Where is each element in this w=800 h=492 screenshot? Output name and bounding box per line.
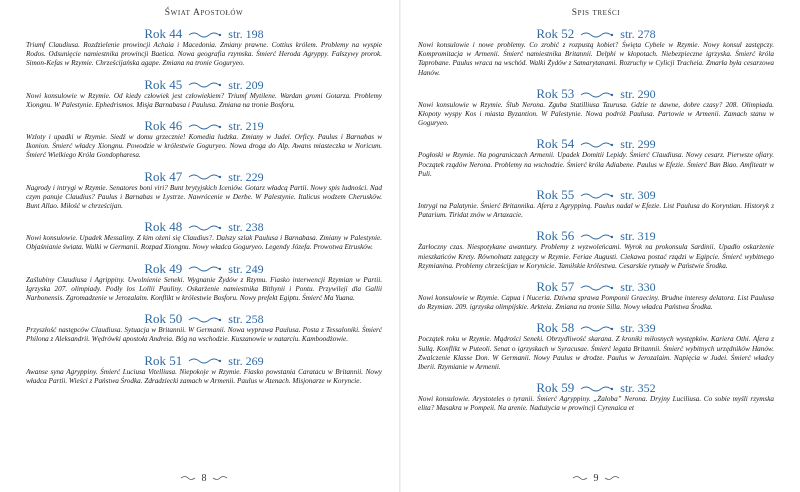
page-reference: str. 229: [228, 169, 264, 184]
page-reference: str. 299: [620, 137, 656, 152]
year-label: Rok 58: [536, 320, 575, 336]
flourish-icon: [580, 87, 614, 102]
toc-entry-description: Nowi konsulowie. Arystoteles o tyranii. Śmierć Agryppiny. „Żaloba” Nerona. Dryjny Luciliusa. Co sobie myśli rzymska elita? Masakra w Pompeii. Na arenie. Nadużycia w prowincji Cyrenaica et: [418, 395, 774, 413]
page-reference: str. 209: [228, 77, 264, 92]
toc-entry: [26, 77, 382, 110]
toc-entry-heading: [418, 380, 774, 395]
toc-entry: [418, 86, 774, 129]
toc-entry-heading: [26, 118, 382, 133]
flourish-icon: [188, 312, 222, 327]
year-label: Rok 59: [536, 380, 575, 396]
toc-entry-description: Nowi konsulowie i nowe problemy. Co zrobić z rozpustą kobiet? Święta Cybele w Rzymie. Nowy konsul zastępczy. Kompromitacja w Armenii. Śmierć namiestnika Britannii. Delphi w kłopotach. Niebezpieczne igrzyska. Śmierć króla Taprobane. Paulus wraca na wschód. Walki Żydów z Samarytanami. Rozruchy w Cylicji Tracheia. Zmarła była cesarzowa Hanów.: [418, 41, 774, 77]
right-page: [418, 0, 774, 492]
toc-entry-description: Zaślubiny Claudiusa i Agrippiny. Uwolnienie Seneki. Wygnanie Żydów z Rzymu. Fiasko interwencji Rzymian w Partii. Igrzyska 207. olimpiady. Podły los Lollii Pauliny. Oskarżenie namiestnika Bithynii i Pontu. Przywileji dla Gallii Narbonensis. Zgromadzenie w Jerozalaim. Konflikt w królestwie Bosforu. Nowy prefekt Egiptu. Śmierć Ma Yuana.: [26, 275, 382, 303]
toc-entry-description: Nowi konsulowie w Rzymie. Od kiedy człowiek jest człowiekiem? Triumf Mytilene. Wardan gromi Gotarza. Problemy Xiongnu. W Palestynie. Ephedrismos. Misja Barnabasa i Paulusa. Zmiana na tronie Bosforu.: [26, 91, 382, 109]
left-folio: [26, 473, 382, 484]
toc-entry-description: Wzloty i upadki w Rzymie. Siedź w domu grzecznie! Komedia ludzka. Zmiany w Judei. Orficy. Paulus i Barnabas w Ikonion. Śmierć władcy Xiongnu. Powodzie w królestwie Goguryeo. Nowa droga do Alp. Awans miasteczka w Noricum. Śmierć Wielkiego Króla Gondopharesa.: [26, 133, 382, 160]
left-page: [26, 0, 382, 492]
flourish-icon: [580, 27, 614, 42]
left-entries: [26, 26, 382, 386]
page-reference: str. 319: [620, 229, 656, 244]
folio-ornament-right-icon: [213, 473, 227, 484]
year-label: Rok 56: [536, 228, 575, 244]
toc-entry-description: Nowi konsulowie w Rzymie. Ślub Nerona. Zguba Statilliusa Taurusa. Gdzie te dawne, dobre czasy? 208. Olimpiada. Kłopoty wyspy Kos i miasta Byzantion. W Palestynie. Nowa podróż Paulusa. Partowie w Armenii. Zamach stanu w Goguryeo.: [418, 100, 774, 128]
toc-entry: [26, 353, 382, 386]
toc-entry-heading: [418, 279, 774, 294]
toc-entry-description: Nowi konsulowie. Upadek Messaliny. Z kim ożeni się Claudius?. Dalszy szlak Paulusa i Barnabasa. Zmiany w Palestynie. Objaśnianie świata. Walki w Germanii. Rozpad Xiongnu. Nowy władca Goguryeo. Legendy Józefa. Prowotwa Etrusków.: [26, 234, 382, 252]
flourish-icon: [188, 169, 222, 184]
year-label: Rok 53: [536, 85, 575, 101]
toc-entry-description: Intrygi na Palatynie. Śmierć Britannika. Afera z Agryppiną. Paulus nadal w Efezie. List Paulusa do Koryntian. Historyk z Patarium. Tiridat znów w Artaxacie.: [418, 202, 774, 220]
flourish-icon: [580, 188, 614, 203]
page-reference: str. 198: [228, 27, 264, 41]
year-label: Rok 50: [144, 311, 183, 327]
toc-entry-description: Nowi konsulowie w Rzymie. Capua i Nuceria. Dziwna sprawa Pomponii Graeciny. Brudne interesy delatora. List Paulusa do Rzymian. 209. igrzyska olimpijskie. Arkteia. Zmiana na tronie Silla. Nowy władca Państwa Środka.: [418, 294, 774, 312]
toc-entry-heading: [418, 86, 774, 101]
year-label: Rok 57: [536, 279, 575, 295]
toc-entry-heading: [418, 187, 774, 202]
toc-entry-heading: [26, 311, 382, 326]
flourish-icon: [188, 77, 222, 92]
toc-entry-heading: [26, 169, 382, 184]
toc-entry-heading: [418, 228, 774, 243]
year-label: Rok 49: [144, 260, 183, 276]
toc-entry: [418, 136, 774, 179]
toc-entry-heading: [418, 26, 774, 41]
book-gutter: [399, 0, 401, 492]
year-label: Rok 51: [144, 352, 183, 368]
toc-entry-description: Przyszłość następców Claudiusa. Sytuacja w Britannii. W Germanii. Nowa wyprawa Paulusa. Posta z Tessaloniki. Śmierć Philona z Aleksandrii. Wędrówki apostoła Andreia. Bóg na wschodzie. Kuszanowie w natarciu. Kamboodżowie.: [26, 326, 382, 344]
year-label: Rok 45: [144, 76, 183, 92]
toc-entry: [418, 320, 774, 372]
right-entries: [418, 26, 774, 414]
toc-entry-heading: [418, 320, 774, 335]
year-label: Rok 48: [144, 219, 183, 235]
page-reference: str. 290: [620, 86, 656, 101]
folio-ornament-right-icon: [605, 473, 619, 484]
page-reference: str. 258: [228, 312, 264, 327]
toc-entry: [26, 118, 382, 161]
toc-entry: [418, 279, 774, 312]
toc-entry: [26, 311, 382, 344]
year-label: Rok 46: [144, 118, 183, 134]
toc-entry: [26, 219, 382, 252]
flourish-icon: [188, 220, 222, 235]
toc-entry-description: Żarłoczny czas. Niespotykane awantury. Problemy z wyzwoleńcami. Wyrok na prokonsula Sardinii. Upadło oskarżenie mieszkańców Krety. Równolnatz zatęgczy w Rzymie. Feriae Augusti. Ciekawa postać rządzi w Egipcie. Śmierć wybitnego Rzymianina. Problemy chrześcijan w Korynicie. Tamilskie królestwa. Cesarskie rytuały w Państwie Środka.: [418, 243, 774, 270]
flourish-icon: [580, 280, 614, 295]
toc-entry: [418, 228, 774, 271]
toc-entry: [26, 261, 382, 304]
toc-entry-description: Pogłoski w Rzymie. Na pograniczach Armenii. Upadek Domitii Lepidy. Śmierć Claudiusa. Nowy cesarz. Pierwsze ofiary. Początek rządów Nerona. Problemy na wschodzie. Śmierć króla Adiabene. Paulus w Efezie. Śmierć Ban Biao. Amfiteatr w Puli.: [418, 151, 774, 178]
flourish-icon: [188, 119, 222, 134]
page-reference: str. 249: [228, 261, 264, 276]
page-reference: str. 330: [620, 280, 656, 295]
toc-entry-heading: [26, 26, 382, 41]
year-label: Rok 55: [536, 187, 575, 203]
toc-entry: [418, 26, 774, 78]
toc-entry: [418, 380, 774, 413]
page-reference: str. 278: [620, 27, 656, 41]
flourish-icon: [580, 321, 614, 336]
page-reference: str. 339: [620, 321, 656, 336]
toc-entry: [418, 187, 774, 220]
left-page-number: 8: [201, 472, 207, 484]
toc-entry: [26, 169, 382, 212]
flourish-icon: [188, 27, 222, 42]
toc-entry-heading: [418, 136, 774, 151]
page-reference: str. 352: [620, 381, 656, 396]
toc-entry-heading: [26, 77, 382, 92]
flourish-icon: [188, 353, 222, 368]
toc-entry-heading: [26, 353, 382, 368]
right-folio: [418, 473, 774, 484]
toc-entry-heading: [26, 219, 382, 234]
toc-entry-description: Początek roku w Rzymie. Mądrości Seneki. Obrzydliwość skarana. Z kroniki miłosnych występków. Kariera Othi. Afera z Sullą. Konflikt w Puteoli. Senat o igrzyskach w Syracusae. Śmierć legata Britannii. Śmierć wybitnych urzędników Hanów. Zwalczenie Klasse Don. W Germanii. Nowy Paulus w drodze. Paulus w Jerozalaim. Napięcia w Judei. Śmierć władcy Iberii. Rzymianie w Armenii.: [418, 335, 774, 372]
year-label: Rok 54: [536, 136, 575, 152]
page-reference: str. 269: [228, 353, 264, 368]
page-reference: str. 309: [620, 188, 656, 203]
year-label: Rok 44: [144, 26, 183, 41]
toc-entry-description: Awanse syna Agryppiny. Śmierć Luciusa Vitelliusa. Niepokoje w Rzymie. Fiasko powstania Caratacu w Britannii. Nowy władca Partii. Wieści z Państwa Środka. Zdradziecki zamach w Armenii. Paulus w Atenach. Misjonarze w Koryncie.: [26, 367, 382, 385]
page-reference: str. 219: [228, 119, 264, 134]
toc-entry: [26, 26, 382, 69]
page-reference: str. 238: [228, 220, 264, 235]
toc-entry-description: Triumf Claudiusa. Rozdzielenie prowincji Achaia i Macedonia. Zmiany prawne. Cottius królem. Problemy na wyspie Rodos. Odsunięcie namiestnika prowincji Baetica. Nowa geografia rzymska. Śmierć Heroda Agryppy. Fałszywy prorok. Simon-Kefas w Rzymie. Chrześcijańska agape. Zmiana na tronie Goguryeo.: [26, 41, 382, 68]
toc-entry-description: Nagrody i intrygi w Rzymie. Senatores boni viri? Bunt brytyjskich Iceniów. Gotarz władcą Partii. Nowy spis ludności. Nad czym panuje Claudius? Paulus i Barnabas w Lystrze. Nawrócenie w Derbe. W Palestynie. Italicus wodzem Cherusków. Bunt Allao. Miłość w chrześcijan.: [26, 183, 382, 211]
flourish-icon: [188, 261, 222, 276]
flourish-icon: [580, 381, 614, 396]
folio-ornament-left-icon: [181, 473, 195, 484]
flourish-icon: [580, 137, 614, 152]
toc-entry-heading: [26, 261, 382, 276]
right-page-number: 9: [593, 472, 599, 484]
left-running-head: Świat Apostołów: [164, 8, 244, 18]
folio-ornament-left-icon: [573, 473, 587, 484]
right-running-head: Spis treści: [571, 8, 621, 18]
year-label: Rok 52: [536, 26, 575, 41]
year-label: Rok 47: [144, 168, 183, 184]
